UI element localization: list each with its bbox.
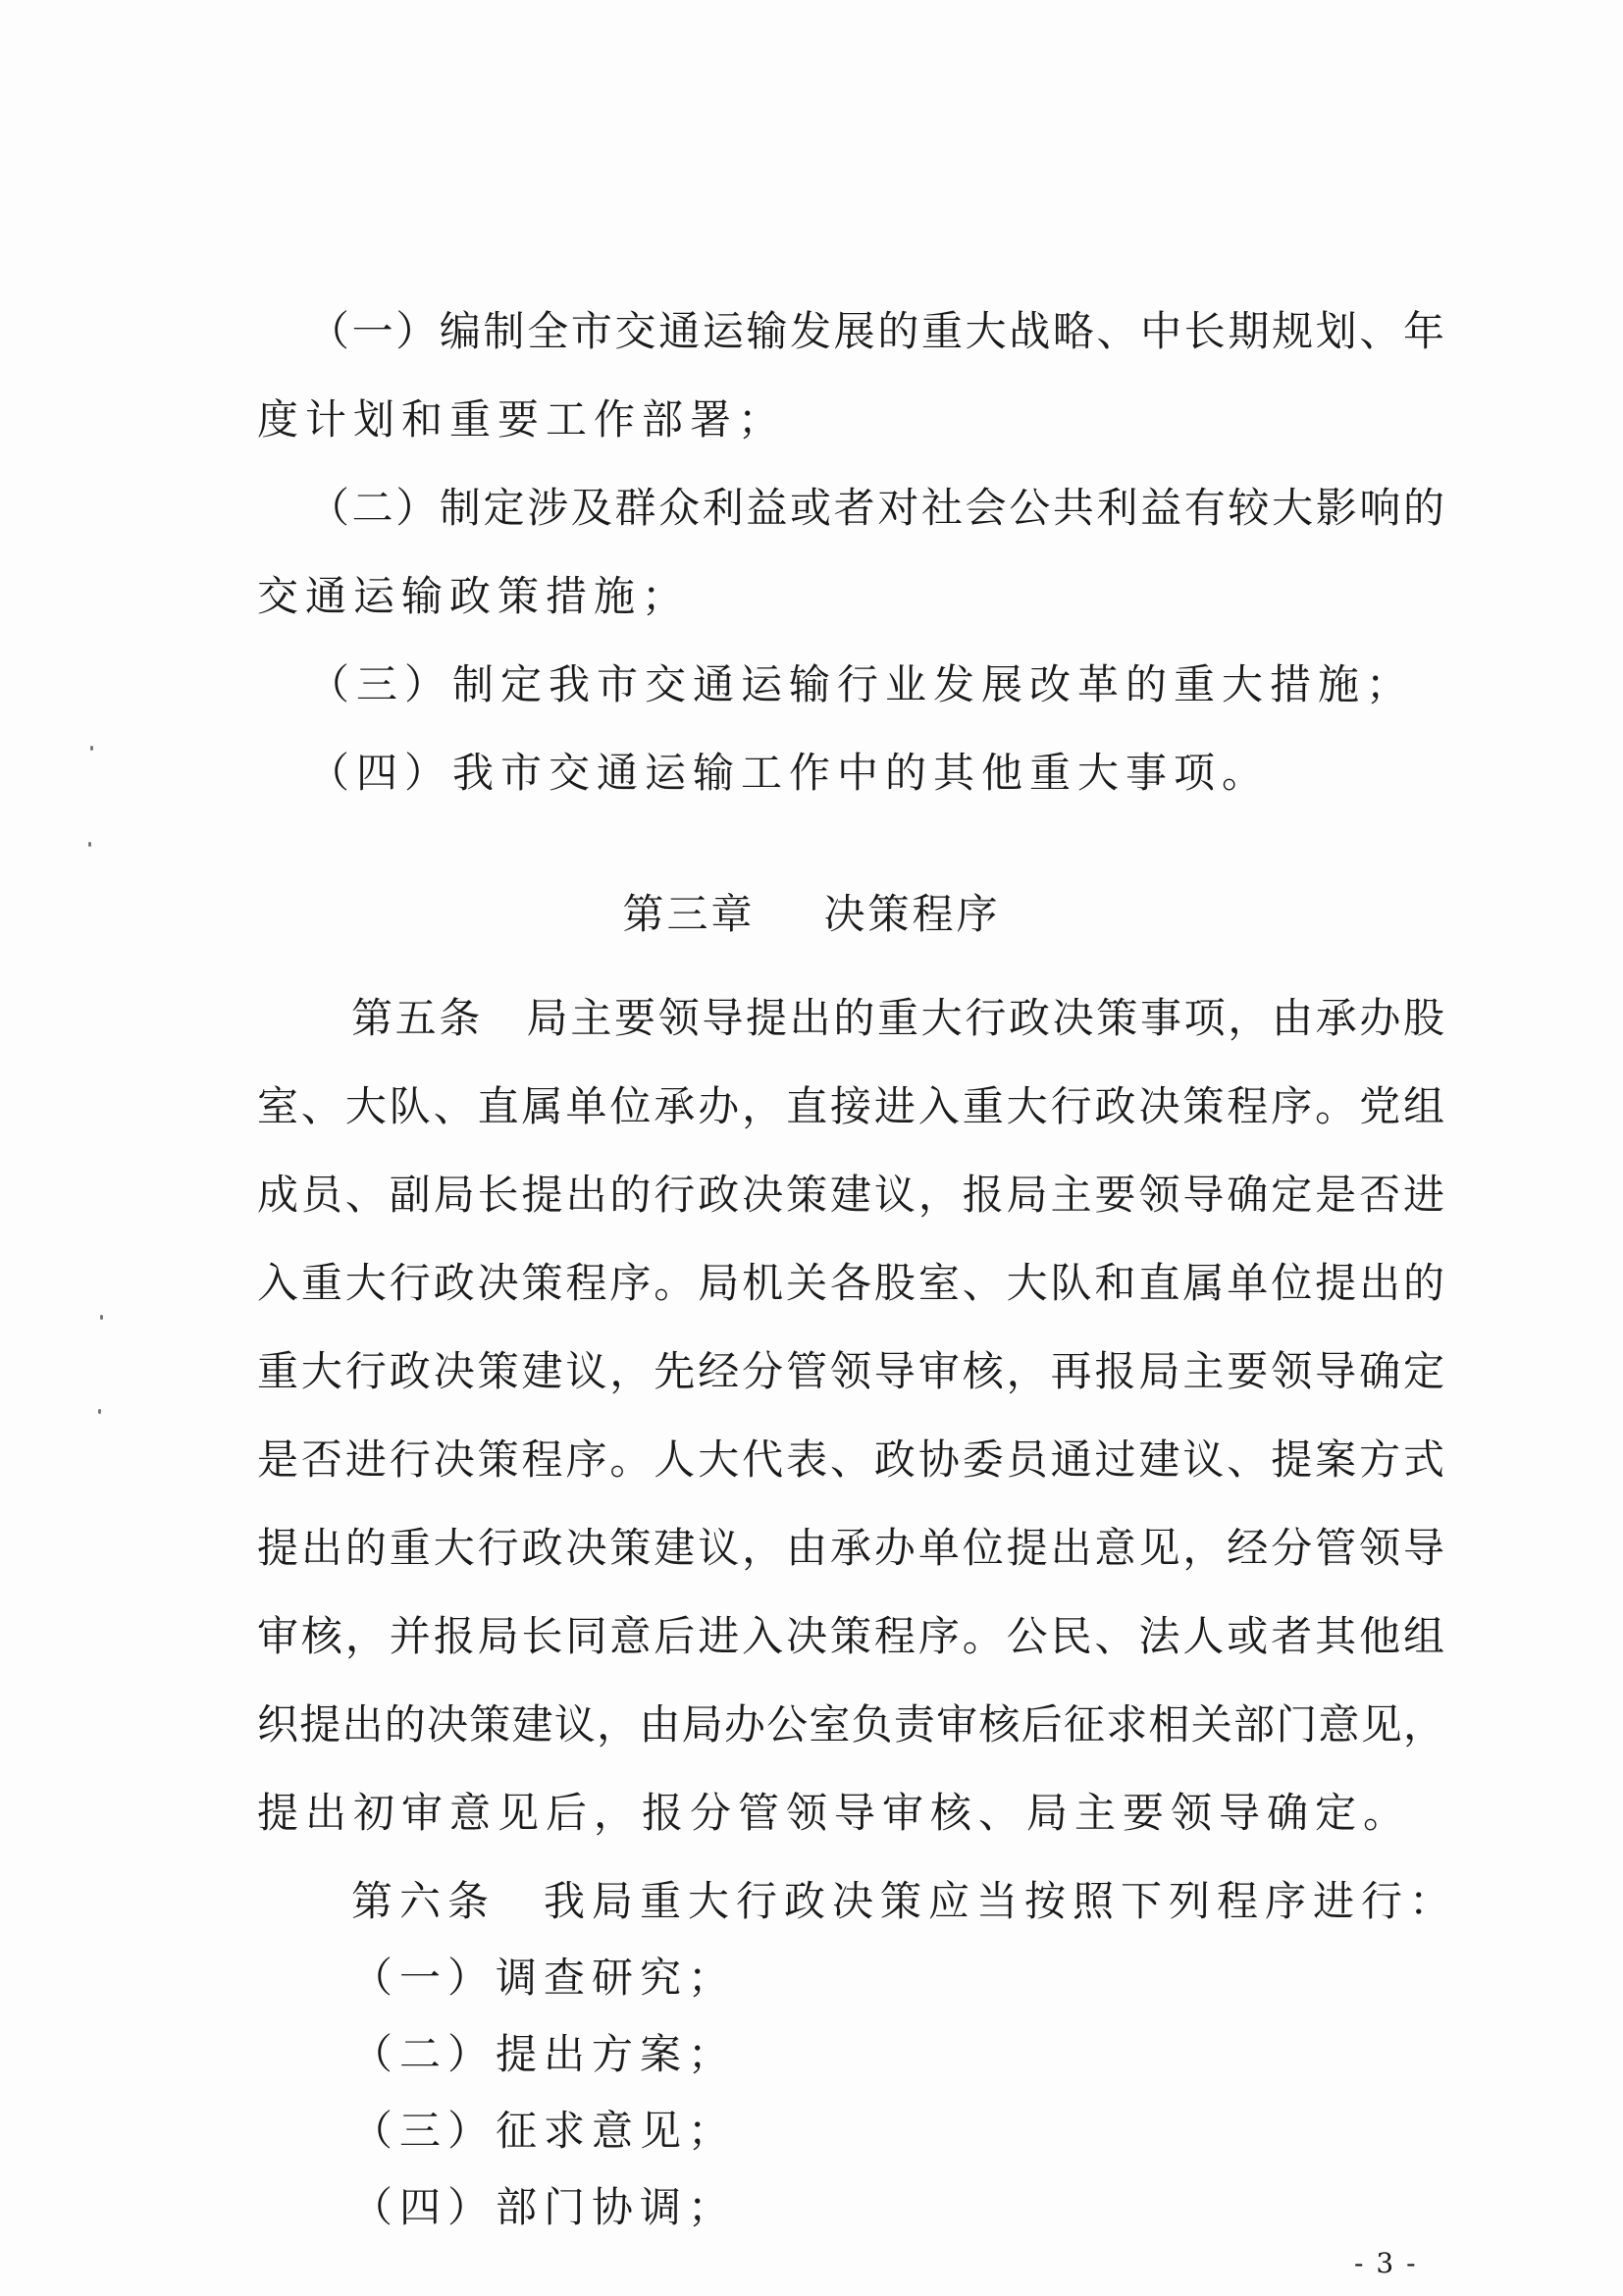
article-six-item-1: （一）调查研究； <box>351 1954 737 2002</box>
article-five-line-3: 成员、副局长提出的行政决策建议，报局主要领导确定是否进 <box>257 1171 1444 1219</box>
list-item-2-line-2: 交通运输政策措施； <box>257 572 691 620</box>
scan-speck <box>100 1315 103 1320</box>
article-five-line-1: 第五条 局主要领导提出的重大行政决策事项，由承办股 <box>351 994 1444 1042</box>
article-six-intro: 第六条 我局重大行政决策应当按照下列程序进行： <box>351 1877 1458 1925</box>
chapter-number: 第三章 <box>622 890 756 938</box>
scan-speck <box>90 746 93 751</box>
list-item-3: （三）制定我市交通运输行业发展改革的重大措施； <box>308 660 1415 708</box>
scan-speck <box>98 1409 101 1414</box>
article-five-line-5: 重大行政决策建议，先经分管领导审核，再报局主要领导确定 <box>257 1347 1444 1395</box>
article-five-line-7: 提出的重大行政决策建议，由承办单位提出意见，经分管领导 <box>257 1524 1444 1572</box>
scan-speck <box>88 842 91 847</box>
article-six-item-2: （二）提出方案； <box>351 2030 737 2078</box>
chapter-title: 决策程序 <box>823 890 1001 938</box>
list-item-1-line-1: （一）编制全市交通运输发展的重大战略、中长期规划、年 <box>308 307 1444 355</box>
article-five-line-6: 是否进行决策程序。人大代表、政协委员通过建议、提案方式 <box>257 1435 1444 1484</box>
chapter-heading <box>0 889 1623 940</box>
article-six-item-3: （三）征求意见； <box>351 2107 737 2155</box>
article-five-line-9: 织提出的决策建议，由局办公室负责审核后征求相关部门意见， <box>257 1700 1444 1748</box>
page-number: - 3 - <box>1354 2247 1418 2279</box>
article-five-line-8: 审核，并报局长同意后进入决策程序。公民、法人或者其他组 <box>257 1612 1444 1660</box>
article-five-line-2: 室、大队、直属单位承办，直接进入重大行政决策程序。党组 <box>257 1082 1444 1130</box>
list-item-2-line-1: （二）制定涉及群众利益或者对社会公共利益有较大影响的 <box>308 484 1444 532</box>
list-item-1-line-2: 度计划和重要工作部署； <box>257 395 787 444</box>
article-five-line-4: 入重大行政决策程序。局机关各股室、大队和直属单位提出的 <box>257 1259 1444 1307</box>
list-item-4: （四）我市交通运输工作中的其他重大事项。 <box>308 749 1271 797</box>
article-six-item-4: （四）部门协调； <box>351 2183 737 2231</box>
article-five-line-10: 提出初审意见后，报分管领导审核、局主要领导确定。 <box>257 1789 1412 1837</box>
